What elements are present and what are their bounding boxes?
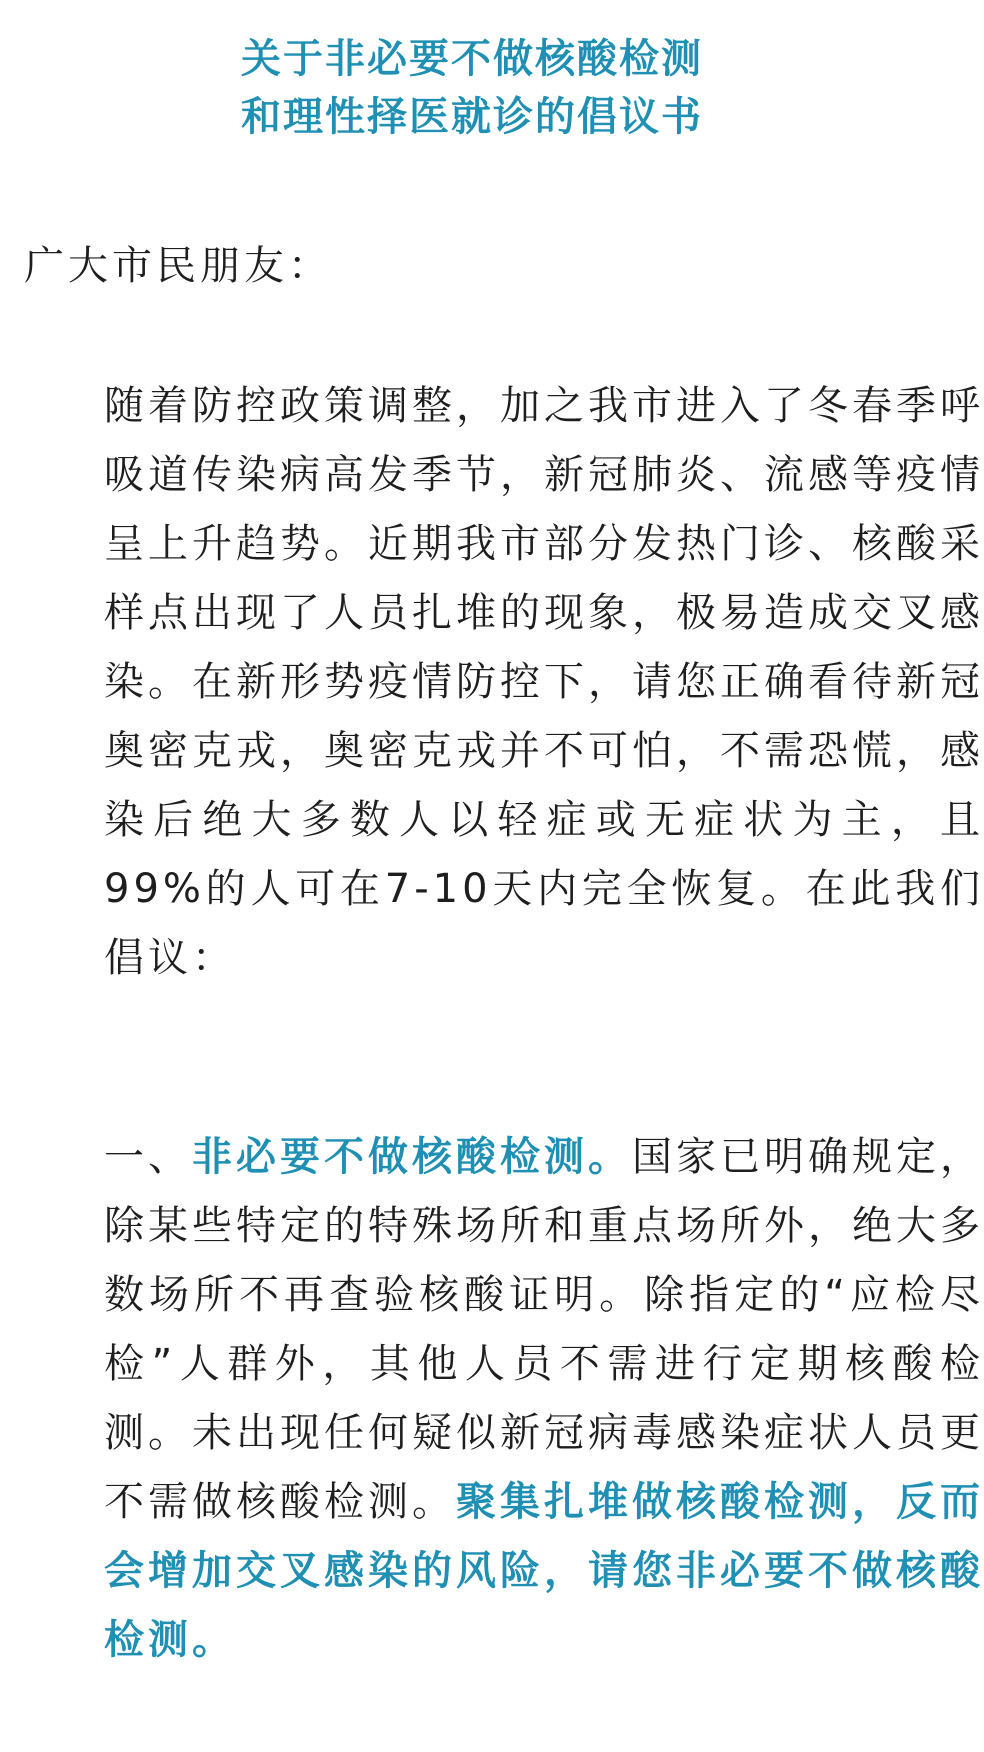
proposal-heading: 非必要不做核酸检测。 <box>192 1134 632 1180</box>
title-line-2: 和理性择医就诊的倡议书 <box>241 94 703 140</box>
proposal-number: 一、 <box>104 1134 192 1180</box>
title-line-1: 关于非必要不做核酸检测 <box>241 36 703 82</box>
document-title <box>0 30 944 146</box>
paragraph-intro: 随着防控政策调整，加之我市进入了冬春季呼吸道传染病高发季节，新冠肺炎、流感等疫情呈上升趋势。近期我市部分发热门诊、核酸采样点出现了人员扎堆的现象，极易造成交叉感染。在新形势疫情防控下，请您正确看待新冠奥密克戎，奥密克戎并不可怕，不需恐慌，感染后绝大多数人以轻症或无症状为主，且99%的人可在7-10天内完全恢复。在此我们倡议： <box>104 383 984 981</box>
proposal-emphasis: 聚集扎堆做核酸检测，反而会增加交叉感染的风险，请您非必要不做核酸检测。 <box>104 1479 984 1663</box>
salutation: 广大市民朋友： <box>24 243 332 289</box>
proposal-body: 国家已明确规定，除某些特定的特殊场所和重点场所外，绝大多数场所不再查验核酸证明。除指定的“应检尽检”人群外，其他人员不需进行定期核酸检测。未出现任何疑似新冠病毒感染症状人员更不需做核酸检测。 <box>104 1134 984 1525</box>
paragraph-proposal-1 <box>24 1123 984 1675</box>
